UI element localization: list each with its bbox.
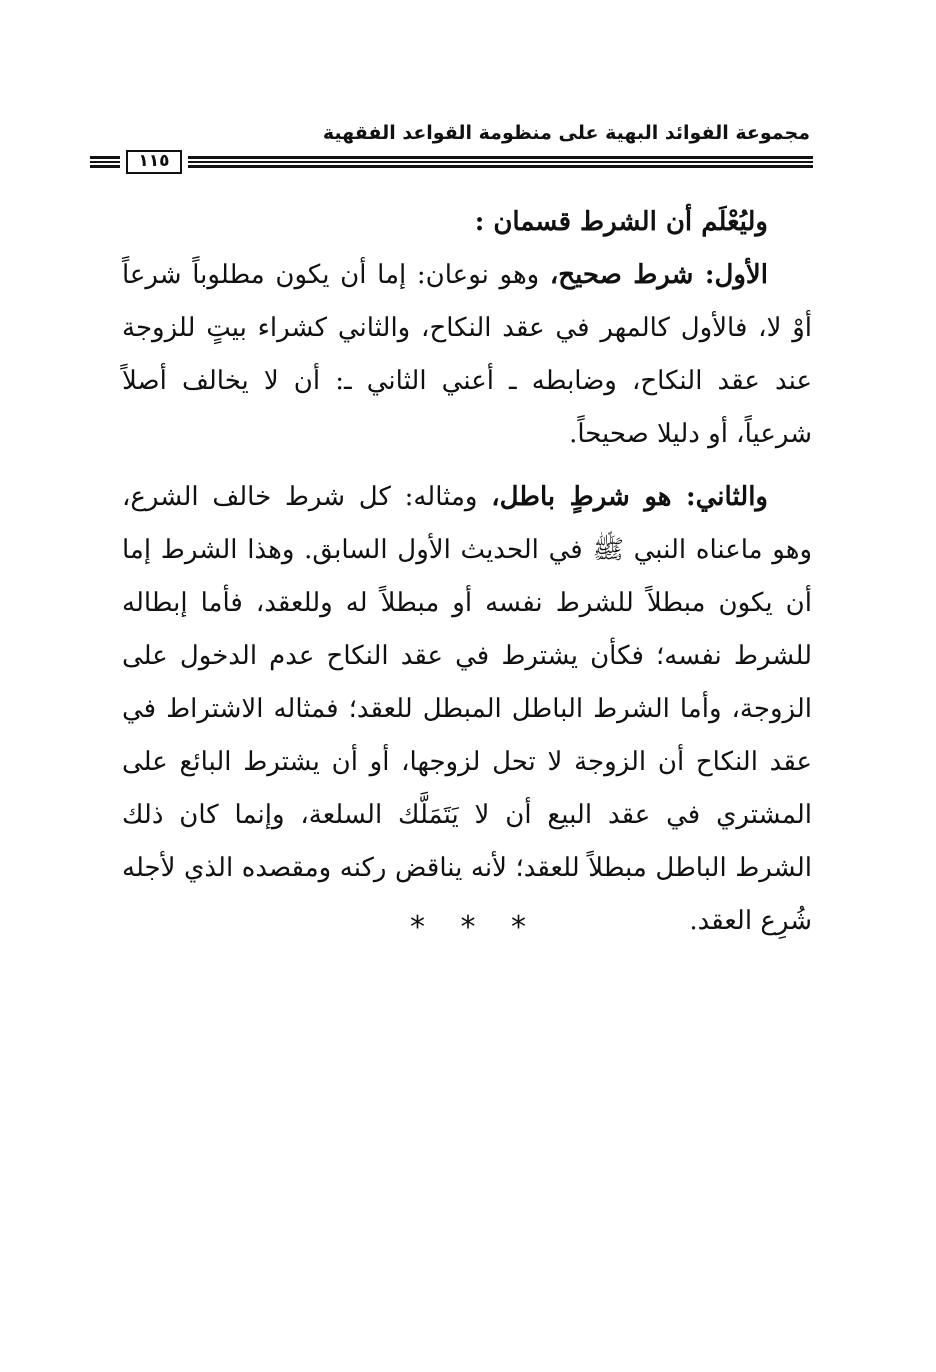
header-rule-long [188,156,813,168]
paragraph-lead: والثاني: هو شرطٍ باطل، [491,482,768,512]
paragraph-lead: الأول: شرط صحيح، [549,260,768,290]
paragraph-text: وهو نوعان: إما أن يكون مطلوباً شرعاً أوْ لا، فالأول كالمهر في عقد النكاح، والثاني كشراء بيتٍ للزوجة عند عقد النكاح، وضابطه ـ أعني الثاني ـ: أن لا يخالف أصلاً شرعياً، أو دليلا صحيحاً. [122,260,812,449]
intro-heading: وليُعْلَم أن الشرط قسمان : [474,207,768,237]
header-rule-short [90,156,120,168]
page-number: ١١٥ [126,150,182,174]
header-rule [90,150,813,174]
paragraph-text: ومثاله: كل شرط خالف الشرع، وهو ماعناه النبي ﷺ في الحديث الأول السابق. وهذا الشرط إما أن يكون مبطلاً للشرط نفسه أو مبطلاً له وللعقد، فأما إبطاله للشرط نفسه؛ فكأن يشترط في عقد النكاح عدم الدخول على الزوجة، وأما الشرط الباطل المبطل للعقد؛ فمثاله الاشتراط في عقد النكاح أن الزوجة لا تحل لزوجها، أو أن يشترط البائع على المشتري في عقد البيع أن لا يَتَمَلَّك السلعة، وإنما كان ذلك الشرط الباطل مبطلاً للعقد؛ لأنه يناقض ركنه ومقصده الذي لأجله شُرِع العقد. [122,482,812,936]
paragraph-first-type [122,249,812,461]
section-separator: * * * [409,910,527,945]
running-header-title: مجموعة الفوائد البهية على منظومة القواعد الفقهية [322,122,810,144]
page-body [122,196,812,948]
paragraph-second-type [122,471,812,948]
